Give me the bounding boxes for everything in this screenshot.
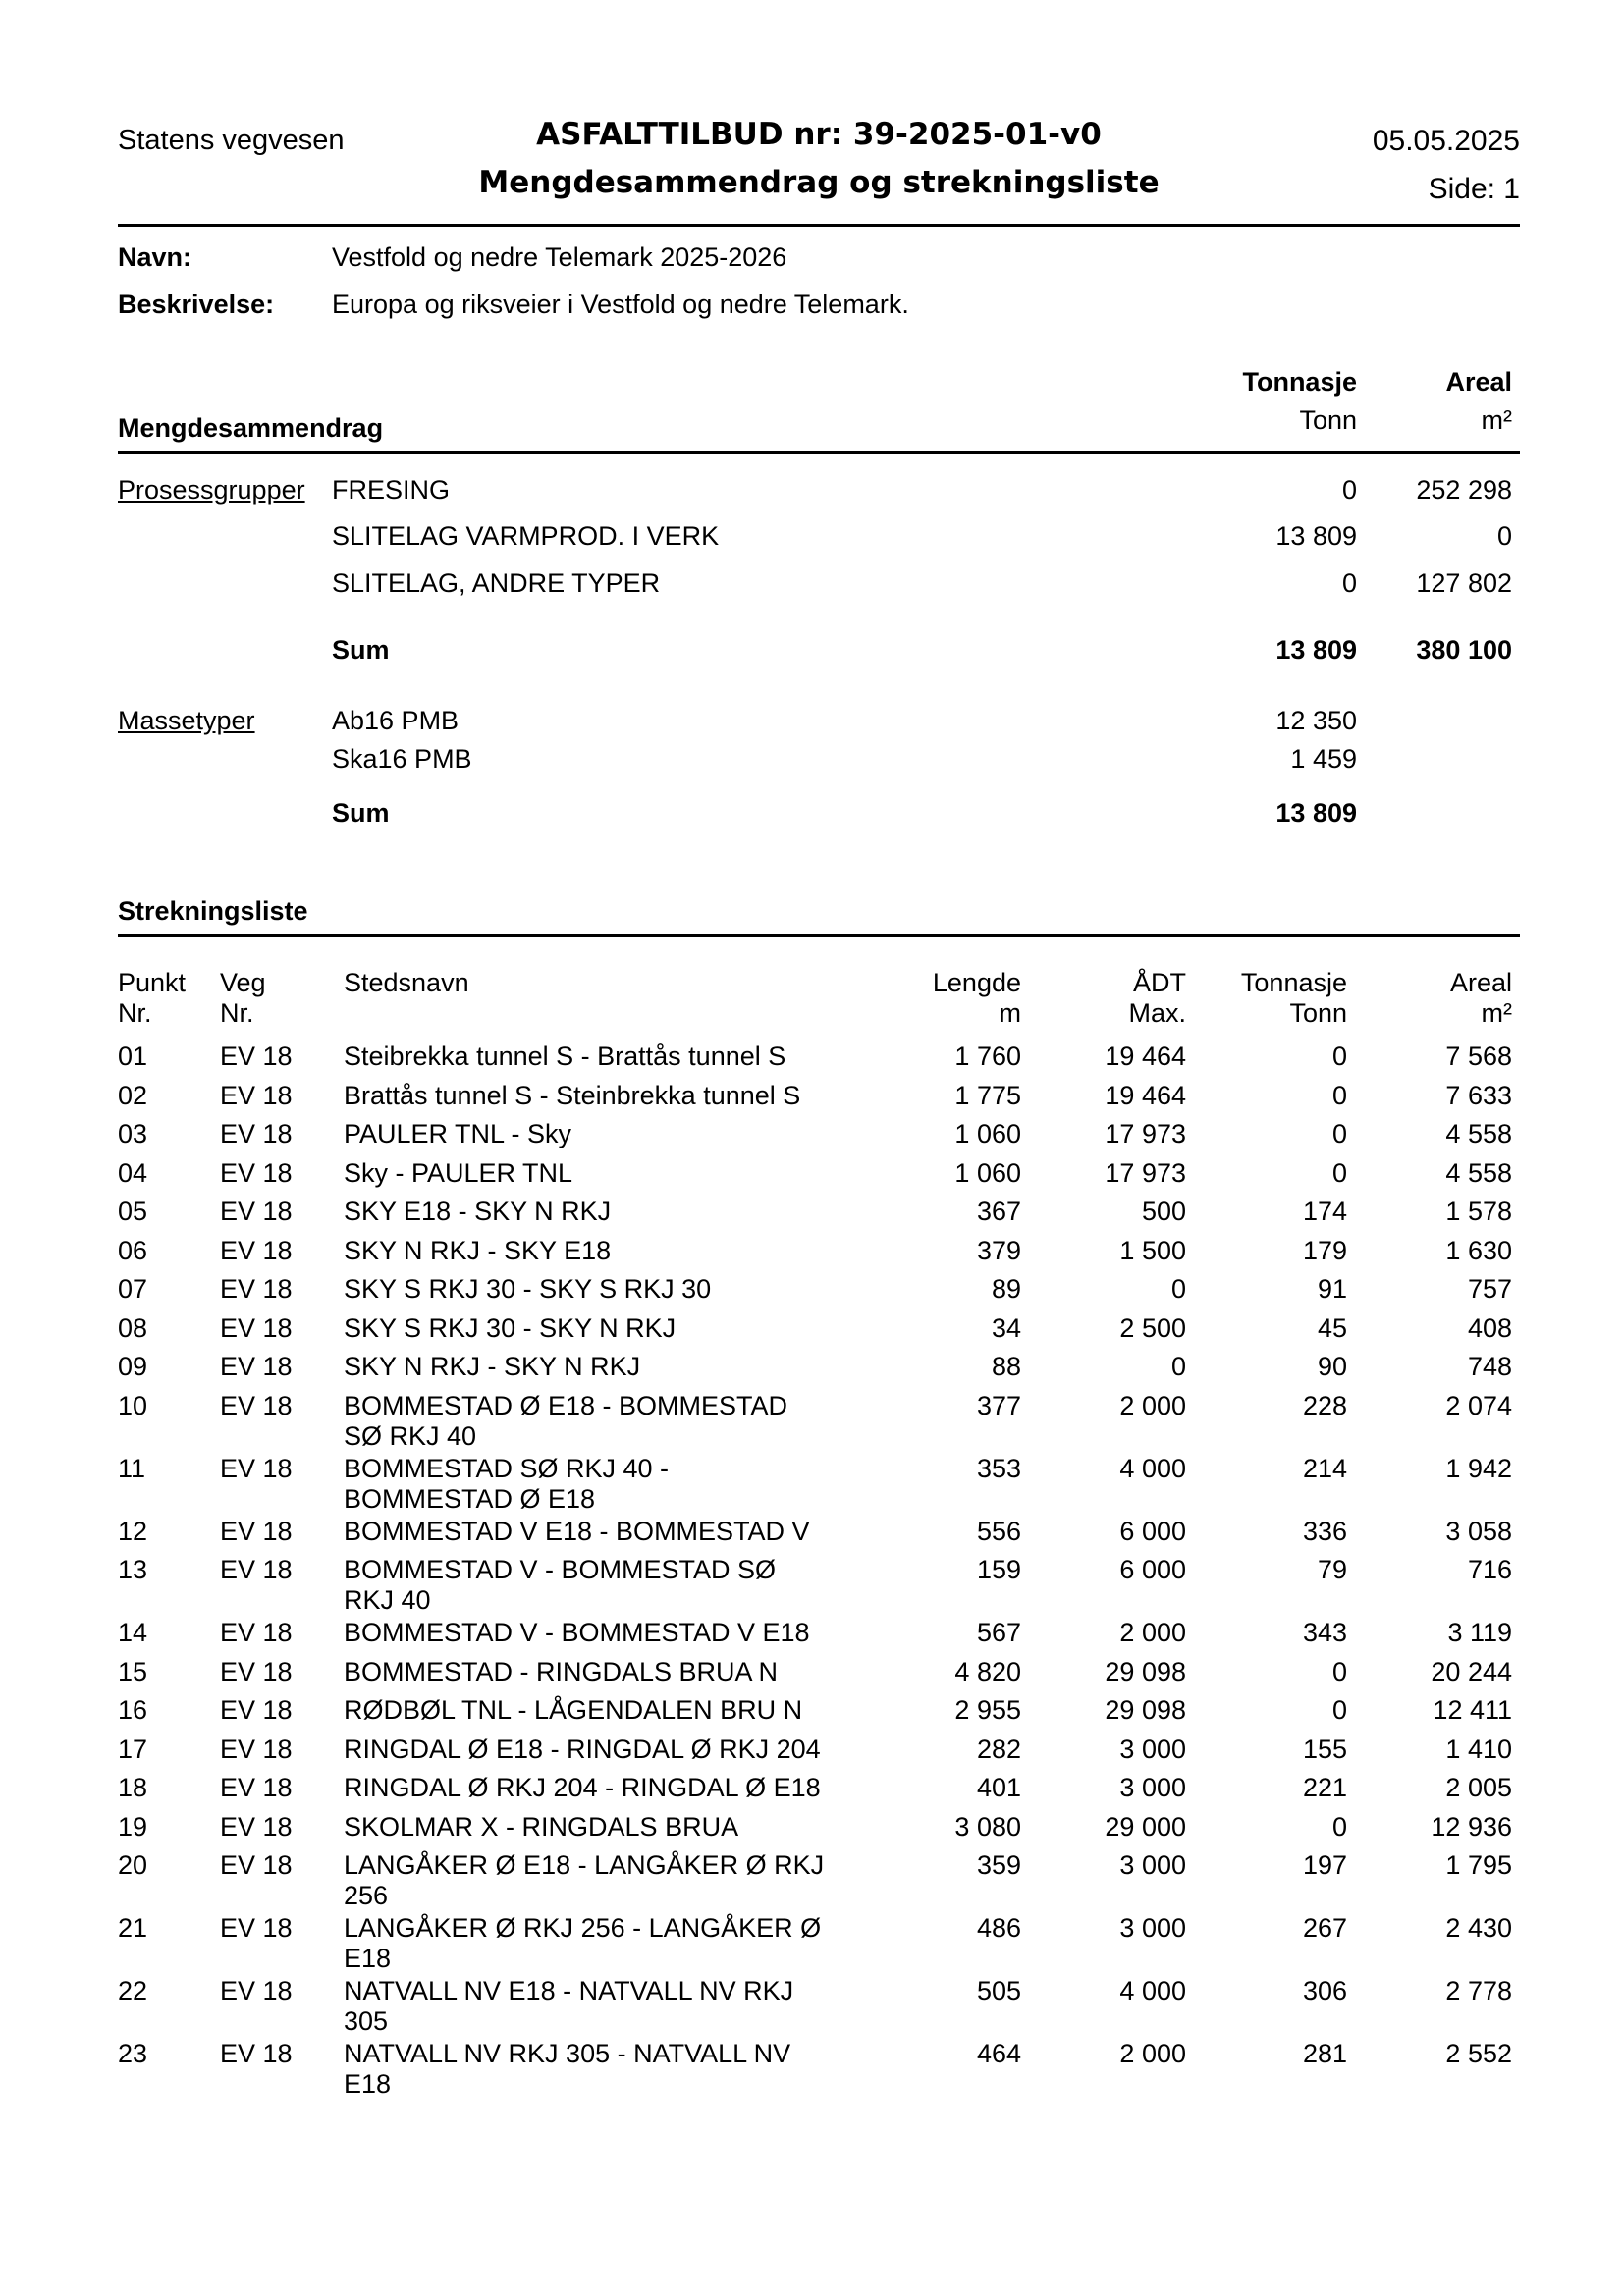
header-divider bbox=[118, 224, 1520, 227]
row-stedsnavn-line: SKOLMAR X - RINGDALS BRUA bbox=[344, 1812, 739, 1842]
row-stedsnavn-line: LANGÅKER Ø E18 - LANGÅKER Ø RKJ bbox=[344, 1850, 825, 1880]
row-stedsnavn bbox=[344, 1517, 879, 1547]
row-tonnasje: 306 bbox=[1302, 1976, 1347, 2005]
row-tonnasje: 214 bbox=[1302, 1454, 1347, 1483]
row-stedsnavn bbox=[344, 1773, 879, 1803]
row-areal: 12 936 bbox=[1431, 1812, 1512, 1842]
row-nr: 18 bbox=[118, 1773, 148, 1802]
row-tonnasje: 174 bbox=[1302, 1197, 1347, 1226]
row-adt: 4 000 bbox=[1119, 1454, 1186, 1483]
col-lengde-label: Lengde bbox=[932, 968, 1021, 997]
prosess-tonn: 13 809 bbox=[1275, 521, 1357, 551]
row-veg: EV 18 bbox=[220, 1976, 293, 2005]
row-tonnasje: 228 bbox=[1302, 1391, 1347, 1420]
row-stedsnavn bbox=[344, 1695, 879, 1726]
row-areal: 1 630 bbox=[1445, 1236, 1512, 1265]
row-stedsnavn bbox=[344, 1352, 879, 1382]
row-adt: 3 000 bbox=[1119, 1850, 1186, 1880]
row-tonnasje: 0 bbox=[1331, 1081, 1347, 1110]
document-date: 05.05.2025 bbox=[1372, 125, 1520, 157]
row-adt: 2 000 bbox=[1119, 1618, 1186, 1647]
row-stedsnavn-line: SKY S RKJ 30 - SKY N RKJ bbox=[344, 1313, 677, 1343]
row-nr: 21 bbox=[118, 1913, 148, 1943]
row-adt: 29 000 bbox=[1105, 1812, 1186, 1842]
col-stedsnavn-header bbox=[344, 968, 469, 998]
row-areal: 716 bbox=[1467, 1555, 1512, 1584]
row-lengde: 486 bbox=[976, 1913, 1021, 1943]
row-stedsnavn bbox=[344, 1391, 879, 1452]
col-punkt-label: Punkt bbox=[118, 968, 187, 997]
row-veg: EV 18 bbox=[220, 1236, 293, 1265]
row-lengde: 1 060 bbox=[954, 1158, 1021, 1188]
summary-heading: Mengdesammendrag bbox=[118, 413, 384, 443]
row-stedsnavn-line: RKJ 40 bbox=[344, 1585, 431, 1615]
row-veg: EV 18 bbox=[220, 2039, 293, 2068]
prosess-areal: 0 bbox=[1496, 521, 1512, 551]
row-lengde: 1 760 bbox=[954, 1041, 1021, 1071]
col-tonnasje-unit: Tonn bbox=[1299, 405, 1357, 435]
row-stedsnavn-line: BOMMESTAD V E18 - BOMMESTAD V bbox=[344, 1517, 810, 1546]
row-tonnasje: 79 bbox=[1317, 1555, 1347, 1584]
col-veg-sub: Nr. bbox=[220, 998, 254, 1028]
row-stedsnavn bbox=[344, 1555, 879, 1616]
row-adt: 1 500 bbox=[1119, 1236, 1186, 1265]
row-tonnasje: 0 bbox=[1331, 1657, 1347, 1686]
row-adt: 29 098 bbox=[1105, 1695, 1186, 1725]
row-tonnasje: 45 bbox=[1317, 1313, 1347, 1343]
document-title: ASFALTTILBUD nr: 39-2025-01-v0 bbox=[536, 117, 1102, 152]
row-nr: 12 bbox=[118, 1517, 148, 1546]
row-adt: 2 500 bbox=[1119, 1313, 1186, 1343]
strekningsliste-divider bbox=[118, 934, 1520, 937]
prosess-sum-tonn: 13 809 bbox=[1275, 635, 1357, 665]
row-stedsnavn bbox=[344, 1618, 879, 1648]
col-tonnasje-header bbox=[1241, 968, 1347, 1029]
row-veg: EV 18 bbox=[220, 1454, 293, 1483]
row-lengde: 282 bbox=[976, 1735, 1021, 1764]
row-lengde: 1 060 bbox=[954, 1119, 1021, 1148]
row-veg: EV 18 bbox=[220, 1773, 293, 1802]
row-nr: 04 bbox=[118, 1158, 148, 1188]
row-stedsnavn bbox=[344, 1274, 879, 1305]
row-tonnasje: 90 bbox=[1317, 1352, 1347, 1381]
row-adt: 0 bbox=[1170, 1274, 1186, 1304]
row-stedsnavn-line: RØDBØL TNL - LÅGENDALEN BRU N bbox=[344, 1695, 803, 1725]
col-tonnasje-label: Tonnasje bbox=[1240, 968, 1347, 997]
col-punkt-header bbox=[118, 968, 186, 1029]
row-adt: 19 464 bbox=[1105, 1081, 1186, 1110]
row-tonnasje: 281 bbox=[1302, 2039, 1347, 2068]
prosess-sum-areal: 380 100 bbox=[1416, 635, 1512, 665]
row-stedsnavn-line: Brattås tunnel S - Steinbrekka tunnel S bbox=[344, 1081, 801, 1110]
row-veg: EV 18 bbox=[220, 1391, 293, 1420]
row-tonnasje: 91 bbox=[1317, 1274, 1347, 1304]
prosess-tonn: 0 bbox=[1341, 475, 1357, 505]
document-page bbox=[118, 0, 1520, 2296]
row-nr: 16 bbox=[118, 1695, 148, 1725]
row-stedsnavn-line: 305 bbox=[344, 2006, 389, 2036]
row-areal: 3 119 bbox=[1447, 1618, 1512, 1647]
row-tonnasje: 155 bbox=[1302, 1735, 1347, 1764]
row-veg: EV 18 bbox=[220, 1081, 293, 1110]
prosessgrupper-label: Prosessgrupper bbox=[118, 475, 305, 505]
row-stedsnavn-line: NATVALL NV E18 - NATVALL NV RKJ bbox=[344, 1976, 794, 2005]
row-adt: 0 bbox=[1170, 1352, 1186, 1381]
summary-divider bbox=[118, 451, 1520, 454]
col-tonnasje-sub: Tonn bbox=[1289, 998, 1347, 1028]
row-veg: EV 18 bbox=[220, 1850, 293, 1880]
row-nr: 14 bbox=[118, 1618, 148, 1647]
row-nr: 10 bbox=[118, 1391, 148, 1420]
row-stedsnavn-line: BOMMESTAD SØ RKJ 40 - bbox=[344, 1454, 670, 1483]
row-stedsnavn-line: E18 bbox=[344, 2069, 392, 2099]
row-stedsnavn-line: BOMMESTAD - RINGDALS BRUA N bbox=[344, 1657, 779, 1686]
row-veg: EV 18 bbox=[220, 1119, 293, 1148]
row-adt: 3 000 bbox=[1119, 1913, 1186, 1943]
row-areal: 2 074 bbox=[1445, 1391, 1512, 1420]
row-adt: 17 973 bbox=[1105, 1158, 1186, 1188]
row-veg: EV 18 bbox=[220, 1352, 293, 1381]
row-areal: 1 795 bbox=[1445, 1850, 1512, 1880]
row-tonnasje: 179 bbox=[1302, 1236, 1347, 1265]
row-lengde: 359 bbox=[976, 1850, 1021, 1880]
row-stedsnavn bbox=[344, 1812, 879, 1842]
row-nr: 13 bbox=[118, 1555, 148, 1584]
row-nr: 11 bbox=[118, 1454, 146, 1483]
prosess-name: SLITELAG, ANDRE TYPER bbox=[332, 568, 661, 598]
row-stedsnavn bbox=[344, 1735, 879, 1765]
row-stedsnavn-line: BOMMESTAD Ø E18 bbox=[344, 1484, 596, 1514]
row-lengde: 505 bbox=[976, 1976, 1021, 2005]
col-punkt-sub: Nr. bbox=[118, 998, 152, 1028]
row-tonnasje: 0 bbox=[1331, 1812, 1347, 1842]
row-nr: 23 bbox=[118, 2039, 148, 2068]
col-lengde-sub: m bbox=[999, 998, 1021, 1028]
row-tonnasje: 0 bbox=[1331, 1041, 1347, 1071]
row-nr: 02 bbox=[118, 1081, 148, 1110]
row-stedsnavn-line: Sky - PAULER TNL bbox=[344, 1158, 573, 1188]
row-lengde: 377 bbox=[976, 1391, 1021, 1420]
row-lengde: 88 bbox=[991, 1352, 1021, 1381]
row-lengde: 2 955 bbox=[954, 1695, 1021, 1725]
strekningsliste-heading: Strekningsliste bbox=[118, 896, 308, 926]
row-lengde: 556 bbox=[976, 1517, 1021, 1546]
row-adt: 4 000 bbox=[1119, 1976, 1186, 2005]
document-subtitle: Mengdesammendrag og strekningsliste bbox=[478, 165, 1160, 200]
row-stedsnavn-line: SKY N RKJ - SKY N RKJ bbox=[344, 1352, 641, 1381]
row-veg: EV 18 bbox=[220, 1158, 293, 1188]
row-tonnasje: 343 bbox=[1302, 1618, 1347, 1647]
row-nr: 19 bbox=[118, 1812, 148, 1842]
prosess-areal: 252 298 bbox=[1416, 475, 1512, 505]
row-stedsnavn bbox=[344, 1081, 879, 1111]
row-adt: 6 000 bbox=[1119, 1517, 1186, 1546]
col-veg-header bbox=[220, 968, 266, 1029]
row-areal: 1 578 bbox=[1445, 1197, 1512, 1226]
massetyper-label: Massetyper bbox=[118, 706, 255, 735]
col-adt-sub: Max. bbox=[1128, 998, 1186, 1028]
row-nr: 09 bbox=[118, 1352, 148, 1381]
row-stedsnavn-line: E18 bbox=[344, 1944, 392, 1973]
row-tonnasje: 0 bbox=[1331, 1158, 1347, 1188]
name-label: Navn: bbox=[118, 242, 192, 272]
row-veg: EV 18 bbox=[220, 1618, 293, 1647]
masse-name: Ska16 PMB bbox=[332, 744, 472, 774]
masse-sum-label: Sum bbox=[332, 798, 390, 828]
row-adt: 29 098 bbox=[1105, 1657, 1186, 1686]
row-stedsnavn-line: 256 bbox=[344, 1881, 389, 1910]
col-areal-unit: m² bbox=[1481, 405, 1512, 435]
row-adt: 17 973 bbox=[1105, 1119, 1186, 1148]
col-areal-label: Areal bbox=[1449, 968, 1512, 997]
row-stedsnavn-line: RINGDAL Ø RKJ 204 - RINGDAL Ø E18 bbox=[344, 1773, 821, 1802]
row-nr: 17 bbox=[118, 1735, 148, 1764]
col-adt-label: ÅDT bbox=[1133, 968, 1186, 997]
row-lengde: 367 bbox=[976, 1197, 1021, 1226]
page-number: Side: 1 bbox=[1428, 173, 1520, 205]
row-nr: 15 bbox=[118, 1657, 148, 1686]
masse-sum-tonn: 13 809 bbox=[1275, 798, 1357, 828]
row-tonnasje: 0 bbox=[1331, 1119, 1347, 1148]
row-stedsnavn bbox=[344, 1313, 879, 1344]
row-areal: 2 005 bbox=[1445, 1773, 1512, 1802]
row-tonnasje: 336 bbox=[1302, 1517, 1347, 1546]
row-areal: 4 558 bbox=[1445, 1158, 1512, 1188]
prosess-name: SLITELAG VARMPROD. I VERK bbox=[332, 521, 720, 551]
prosess-name: FRESING bbox=[332, 475, 451, 505]
row-areal: 1 410 bbox=[1445, 1735, 1512, 1764]
row-areal: 2 430 bbox=[1445, 1913, 1512, 1943]
row-stedsnavn bbox=[344, 2039, 879, 2100]
row-veg: EV 18 bbox=[220, 1313, 293, 1343]
row-lengde: 401 bbox=[976, 1773, 1021, 1802]
row-stedsnavn bbox=[344, 1913, 879, 1974]
row-nr: 01 bbox=[118, 1041, 148, 1071]
row-nr: 05 bbox=[118, 1197, 148, 1226]
row-veg: EV 18 bbox=[220, 1041, 293, 1071]
row-tonnasje: 197 bbox=[1302, 1850, 1347, 1880]
row-areal: 3 058 bbox=[1445, 1517, 1512, 1546]
row-stedsnavn-line: RINGDAL Ø E18 - RINGDAL Ø RKJ 204 bbox=[344, 1735, 821, 1764]
row-adt: 3 000 bbox=[1119, 1773, 1186, 1802]
row-areal: 4 558 bbox=[1445, 1119, 1512, 1148]
row-stedsnavn-line: SØ RKJ 40 bbox=[344, 1421, 477, 1451]
row-areal: 1 942 bbox=[1445, 1454, 1512, 1483]
row-adt: 500 bbox=[1141, 1197, 1186, 1226]
prosess-tonn: 0 bbox=[1341, 568, 1357, 598]
row-stedsnavn bbox=[344, 1657, 879, 1687]
row-nr: 06 bbox=[118, 1236, 148, 1265]
row-stedsnavn bbox=[344, 1119, 879, 1149]
row-veg: EV 18 bbox=[220, 1197, 293, 1226]
row-veg: EV 18 bbox=[220, 1555, 293, 1584]
masse-tonn: 1 459 bbox=[1290, 744, 1357, 774]
row-nr: 22 bbox=[118, 1976, 148, 2005]
row-stedsnavn bbox=[344, 1850, 879, 1911]
col-areal-header: Areal bbox=[1445, 367, 1512, 397]
row-lengde: 34 bbox=[991, 1313, 1021, 1343]
row-stedsnavn bbox=[344, 1976, 879, 2037]
col-adt-header bbox=[1128, 968, 1186, 1029]
col-areal-header bbox=[1450, 968, 1512, 1029]
row-areal: 7 633 bbox=[1445, 1081, 1512, 1110]
row-stedsnavn-line: BOMMESTAD Ø E18 - BOMMESTAD bbox=[344, 1391, 788, 1420]
row-adt: 2 000 bbox=[1119, 2039, 1186, 2068]
row-veg: EV 18 bbox=[220, 1657, 293, 1686]
row-veg: EV 18 bbox=[220, 1695, 293, 1725]
row-areal: 408 bbox=[1467, 1313, 1512, 1343]
prosess-sum-label: Sum bbox=[332, 635, 390, 665]
row-adt: 19 464 bbox=[1105, 1041, 1186, 1071]
row-veg: EV 18 bbox=[220, 1517, 293, 1546]
row-veg: EV 18 bbox=[220, 1812, 293, 1842]
row-areal: 2 778 bbox=[1445, 1976, 1512, 2005]
col-tonnasje-header: Tonnasje bbox=[1242, 367, 1357, 397]
description-label: Beskrivelse: bbox=[118, 290, 275, 319]
row-tonnasje: 0 bbox=[1331, 1695, 1347, 1725]
row-stedsnavn bbox=[344, 1236, 879, 1266]
row-stedsnavn-line: SKY S RKJ 30 - SKY S RKJ 30 bbox=[344, 1274, 712, 1304]
row-stedsnavn bbox=[344, 1041, 879, 1072]
row-stedsnavn bbox=[344, 1454, 879, 1515]
row-tonnasje: 267 bbox=[1302, 1913, 1347, 1943]
description-value: Europa og riksveier i Vestfold og nedre Telemark. bbox=[332, 290, 909, 319]
row-veg: EV 18 bbox=[220, 1913, 293, 1943]
row-areal: 748 bbox=[1467, 1352, 1512, 1381]
row-veg: EV 18 bbox=[220, 1735, 293, 1764]
row-adt: 6 000 bbox=[1119, 1555, 1186, 1584]
row-stedsnavn-line: Steibrekka tunnel S - Brattås tunnel S bbox=[344, 1041, 786, 1071]
row-lengde: 1 775 bbox=[954, 1081, 1021, 1110]
row-stedsnavn-line: LANGÅKER Ø RKJ 256 - LANGÅKER Ø bbox=[344, 1913, 822, 1943]
row-areal: 20 244 bbox=[1431, 1657, 1512, 1686]
row-lengde: 379 bbox=[976, 1236, 1021, 1265]
row-nr: 03 bbox=[118, 1119, 148, 1148]
row-lengde: 3 080 bbox=[954, 1812, 1021, 1842]
row-veg: EV 18 bbox=[220, 1274, 293, 1304]
row-lengde: 353 bbox=[976, 1454, 1021, 1483]
row-nr: 07 bbox=[118, 1274, 148, 1304]
row-nr: 20 bbox=[118, 1850, 148, 1880]
row-lengde: 464 bbox=[976, 2039, 1021, 2068]
col-areal-sub: m² bbox=[1481, 998, 1512, 1028]
row-areal: 12 411 bbox=[1433, 1695, 1512, 1725]
masse-name: Ab16 PMB bbox=[332, 706, 460, 735]
row-areal: 757 bbox=[1467, 1274, 1512, 1304]
row-stedsnavn-line: SKY E18 - SKY N RKJ bbox=[344, 1197, 612, 1226]
row-nr: 08 bbox=[118, 1313, 148, 1343]
row-stedsnavn-line: NATVALL NV RKJ 305 - NATVALL NV bbox=[344, 2039, 791, 2068]
prosess-areal: 127 802 bbox=[1416, 568, 1512, 598]
row-lengde: 159 bbox=[976, 1555, 1021, 1584]
row-tonnasje: 221 bbox=[1302, 1773, 1347, 1802]
row-areal: 2 552 bbox=[1445, 2039, 1512, 2068]
row-stedsnavn-line: BOMMESTAD V - BOMMESTAD V E18 bbox=[344, 1618, 810, 1647]
masse-tonn: 12 350 bbox=[1275, 706, 1357, 735]
row-lengde: 4 820 bbox=[954, 1657, 1021, 1686]
organization-name: Statens vegvesen bbox=[118, 125, 345, 156]
row-stedsnavn bbox=[344, 1158, 879, 1189]
row-stedsnavn-line: PAULER TNL - Sky bbox=[344, 1119, 572, 1148]
row-areal: 7 568 bbox=[1445, 1041, 1512, 1071]
name-value: Vestfold og nedre Telemark 2025-2026 bbox=[332, 242, 787, 272]
col-veg-label: Veg bbox=[220, 968, 266, 997]
row-lengde: 89 bbox=[991, 1274, 1021, 1304]
row-stedsnavn-line: BOMMESTAD V - BOMMESTAD SØ bbox=[344, 1555, 777, 1584]
col-lengde-header bbox=[933, 968, 1021, 1029]
col-stedsnavn-label: Stedsnavn bbox=[344, 968, 469, 997]
row-lengde: 567 bbox=[976, 1618, 1021, 1647]
row-stedsnavn-line: SKY N RKJ - SKY E18 bbox=[344, 1236, 612, 1265]
row-adt: 3 000 bbox=[1119, 1735, 1186, 1764]
row-adt: 2 000 bbox=[1119, 1391, 1186, 1420]
row-stedsnavn bbox=[344, 1197, 879, 1227]
